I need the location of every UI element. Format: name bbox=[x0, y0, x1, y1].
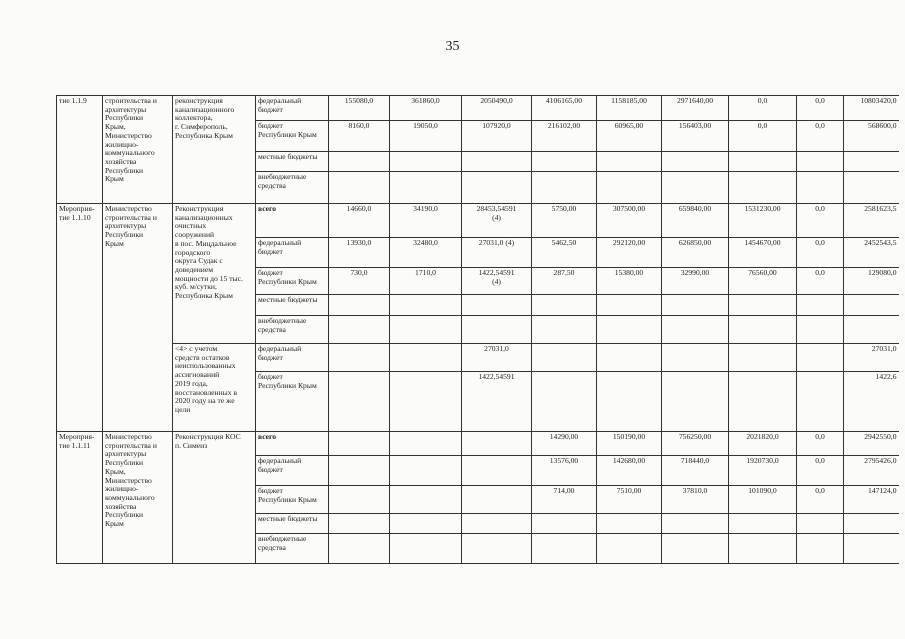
value-cell: 101090,0 bbox=[729, 486, 797, 514]
value-cell bbox=[662, 316, 729, 344]
value-cell: 1454670,00 bbox=[729, 238, 797, 268]
value-cell bbox=[797, 172, 844, 204]
value-cell bbox=[844, 172, 899, 204]
budget-type: федеральный бюджет bbox=[256, 456, 329, 486]
value-cell bbox=[532, 295, 597, 316]
value-cell: 2795426,0 bbox=[844, 456, 899, 486]
value-cell: 13930,0 bbox=[329, 238, 390, 268]
value-cell bbox=[729, 344, 797, 372]
value-cell bbox=[390, 372, 462, 432]
value-cell bbox=[797, 344, 844, 372]
table-row bbox=[57, 432, 899, 456]
value-cell bbox=[597, 295, 662, 316]
value-cell bbox=[797, 514, 844, 534]
budget-type: местные бюджеты bbox=[256, 295, 329, 316]
value-cell bbox=[390, 456, 462, 486]
value-cell bbox=[597, 316, 662, 344]
value-cell bbox=[844, 152, 899, 172]
value-cell bbox=[844, 514, 899, 534]
value-cell: 756250,00 bbox=[662, 432, 729, 456]
value-cell bbox=[729, 172, 797, 204]
value-cell bbox=[329, 152, 390, 172]
object-cell: Реконструкция канализационных очистных сооружений в пос. Мицдальное городского округа Судак с доведением мощности до 15 тыс. куб. м/сутки, Республика Крым bbox=[173, 204, 256, 344]
value-cell: 14290,00 bbox=[532, 432, 597, 456]
value-cell bbox=[329, 432, 390, 456]
value-cell bbox=[329, 534, 390, 564]
value-cell: 1531230,00 bbox=[729, 204, 797, 238]
value-cell: 0,0 bbox=[797, 238, 844, 268]
budget-type: бюджет Республики Крым bbox=[256, 121, 329, 152]
value-cell: 142680,00 bbox=[597, 456, 662, 486]
value-cell bbox=[329, 514, 390, 534]
value-cell bbox=[329, 295, 390, 316]
value-cell: 714,00 bbox=[532, 486, 597, 514]
value-cell bbox=[597, 344, 662, 372]
value-cell bbox=[532, 316, 597, 344]
value-cell: 2942550,0 bbox=[844, 432, 899, 456]
measure-code: тие 1.1.9 bbox=[57, 96, 103, 204]
value-cell: 659840,00 bbox=[662, 204, 729, 238]
value-cell: 107920,0 bbox=[462, 121, 532, 152]
value-cell: 0,0 bbox=[797, 204, 844, 238]
value-cell: 1422,6 bbox=[844, 372, 899, 432]
value-cell: 2050490,0 bbox=[462, 96, 532, 121]
value-cell: 0,0 bbox=[797, 96, 844, 121]
value-cell: 626850,00 bbox=[662, 238, 729, 268]
value-cell: 0,0 bbox=[797, 432, 844, 456]
page-number: 35 bbox=[445, 39, 460, 54]
value-cell bbox=[329, 486, 390, 514]
value-cell: 1710,0 bbox=[390, 268, 462, 295]
executor-cell: Министерство строительства и архитектуры Республики Крым, Министерство жилищно- коммунального хозяйства Республики Крым bbox=[103, 432, 173, 564]
value-cell bbox=[462, 316, 532, 344]
value-cell: 2452543,5 bbox=[844, 238, 899, 268]
value-cell: 1920730,0 bbox=[729, 456, 797, 486]
value-cell: 37810,0 bbox=[662, 486, 729, 514]
value-cell bbox=[462, 514, 532, 534]
value-cell: 4106165,00 bbox=[532, 96, 597, 121]
value-cell bbox=[390, 344, 462, 372]
value-cell: 28453,54591 (4) bbox=[462, 204, 532, 238]
value-cell bbox=[597, 534, 662, 564]
value-cell bbox=[390, 432, 462, 456]
value-cell bbox=[729, 514, 797, 534]
value-cell bbox=[662, 534, 729, 564]
value-cell: 32990,00 bbox=[662, 268, 729, 295]
value-cell: 60965,00 bbox=[597, 121, 662, 152]
value-cell: 1422,54591 (4) bbox=[462, 268, 532, 295]
budget-type: бюджет Республики Крым bbox=[256, 486, 329, 514]
value-cell bbox=[532, 344, 597, 372]
budget-type: всего bbox=[256, 204, 329, 238]
value-cell: 14660,0 bbox=[329, 204, 390, 238]
value-cell: 10803420,0 bbox=[844, 96, 899, 121]
value-cell bbox=[844, 534, 899, 564]
value-cell bbox=[390, 534, 462, 564]
value-cell bbox=[462, 456, 532, 486]
value-cell: 147124,0 bbox=[844, 486, 899, 514]
value-cell: 287,50 bbox=[532, 268, 597, 295]
measure-code: Мероприя- тие 1.1.10 bbox=[57, 204, 103, 432]
value-cell: 0,0 bbox=[797, 121, 844, 152]
table-row bbox=[57, 204, 899, 238]
budget-type: местные бюджеты bbox=[256, 514, 329, 534]
value-cell bbox=[797, 316, 844, 344]
object-cell: Реконструкция КОС п. Симеиз bbox=[173, 432, 256, 564]
budget-type: бюджет Республики Крым bbox=[256, 268, 329, 295]
budget-type: внебюджетные средства bbox=[256, 316, 329, 344]
budget-type: федеральный бюджет bbox=[256, 96, 329, 121]
value-cell: 27031,0 (4) bbox=[462, 238, 532, 268]
value-cell: 1158185,00 bbox=[597, 96, 662, 121]
value-cell bbox=[797, 295, 844, 316]
value-cell bbox=[329, 372, 390, 432]
value-cell bbox=[729, 372, 797, 432]
budget-table bbox=[56, 95, 899, 564]
value-cell bbox=[597, 372, 662, 432]
measure-code: Мероприя- тие 1.1.11 bbox=[57, 432, 103, 564]
value-cell bbox=[729, 534, 797, 564]
value-cell: 129080,0 bbox=[844, 268, 899, 295]
value-cell bbox=[797, 372, 844, 432]
value-cell bbox=[462, 432, 532, 456]
budget-type: всего bbox=[256, 432, 329, 456]
value-cell bbox=[462, 172, 532, 204]
value-cell bbox=[390, 514, 462, 534]
value-cell bbox=[532, 152, 597, 172]
value-cell bbox=[532, 534, 597, 564]
value-cell bbox=[844, 295, 899, 316]
value-cell bbox=[532, 514, 597, 534]
value-cell bbox=[390, 172, 462, 204]
value-cell bbox=[729, 316, 797, 344]
value-cell: 0,0 bbox=[797, 486, 844, 514]
value-cell: 216102,00 bbox=[532, 121, 597, 152]
value-cell: 568600,0 bbox=[844, 121, 899, 152]
value-cell bbox=[662, 295, 729, 316]
value-cell: 2581623,5 bbox=[844, 204, 899, 238]
value-cell bbox=[462, 534, 532, 564]
value-cell: 13576,00 bbox=[532, 456, 597, 486]
value-cell bbox=[844, 316, 899, 344]
value-cell bbox=[329, 456, 390, 486]
value-cell bbox=[797, 534, 844, 564]
value-cell bbox=[662, 344, 729, 372]
value-cell bbox=[390, 295, 462, 316]
value-cell bbox=[462, 486, 532, 514]
value-cell: 34190,0 bbox=[390, 204, 462, 238]
value-cell bbox=[462, 295, 532, 316]
table-row bbox=[57, 96, 899, 121]
value-cell: 1422,54591 bbox=[462, 372, 532, 432]
value-cell: 2971640,00 bbox=[662, 96, 729, 121]
value-cell bbox=[390, 152, 462, 172]
value-cell bbox=[597, 152, 662, 172]
value-cell: 0,0 bbox=[797, 456, 844, 486]
value-cell: 32480,0 bbox=[390, 238, 462, 268]
value-cell: 361860,0 bbox=[390, 96, 462, 121]
value-cell: 0,0 bbox=[729, 96, 797, 121]
value-cell: 27031,0 bbox=[462, 344, 532, 372]
budget-type: местные бюджеты bbox=[256, 152, 329, 172]
value-cell: 5462,50 bbox=[532, 238, 597, 268]
value-cell: 7510,00 bbox=[597, 486, 662, 514]
value-cell bbox=[597, 172, 662, 204]
budget-type: бюджет Республики Крым bbox=[256, 372, 329, 432]
object-cell: реконструкция канализационного коллектора, г. Симферополь, Республика Крым bbox=[173, 96, 256, 204]
budget-type: федеральный бюджет bbox=[256, 344, 329, 372]
value-cell: 307500,00 bbox=[597, 204, 662, 238]
value-cell bbox=[390, 486, 462, 514]
value-cell bbox=[329, 316, 390, 344]
value-cell bbox=[729, 152, 797, 172]
value-cell: 292120,00 bbox=[597, 238, 662, 268]
value-cell bbox=[797, 152, 844, 172]
value-cell: 155080,0 bbox=[329, 96, 390, 121]
value-cell bbox=[462, 152, 532, 172]
value-cell bbox=[532, 372, 597, 432]
executor-cell: Министерство строительства и архитектуры Республики Крым bbox=[103, 204, 173, 432]
value-cell: 8160,0 bbox=[329, 121, 390, 152]
value-cell bbox=[662, 372, 729, 432]
value-cell bbox=[729, 295, 797, 316]
value-cell: 156403,00 bbox=[662, 121, 729, 152]
value-cell bbox=[390, 316, 462, 344]
value-cell: 27031,0 bbox=[844, 344, 899, 372]
footnote-cell: <4> с учетом средств остатков неиспользованных ассигнований 2019 года, восстановленных в 2020 году на те же цели bbox=[173, 344, 256, 432]
value-cell: 0,0 bbox=[797, 268, 844, 295]
value-cell: 730,0 bbox=[329, 268, 390, 295]
value-cell: 15380,00 bbox=[597, 268, 662, 295]
value-cell bbox=[597, 514, 662, 534]
value-cell bbox=[662, 172, 729, 204]
value-cell: 19050,0 bbox=[390, 121, 462, 152]
executor-cell: строительства и архитектуры Республики Крым, Министерство жилищно- коммунального хозяйства Республики Крым bbox=[103, 96, 173, 204]
value-cell: 0,0 bbox=[729, 121, 797, 152]
value-cell bbox=[662, 514, 729, 534]
value-cell: 76560,00 bbox=[729, 268, 797, 295]
value-cell bbox=[329, 172, 390, 204]
value-cell bbox=[532, 172, 597, 204]
budget-type: федеральный бюджет bbox=[256, 238, 329, 268]
table-row bbox=[57, 344, 899, 372]
value-cell bbox=[662, 152, 729, 172]
budget-type: внебюджетные средства bbox=[256, 534, 329, 564]
value-cell: 150190,00 bbox=[597, 432, 662, 456]
value-cell: 718440,0 bbox=[662, 456, 729, 486]
value-cell: 2021820,0 bbox=[729, 432, 797, 456]
value-cell: 5750,00 bbox=[532, 204, 597, 238]
budget-type: внебюджетные средства bbox=[256, 172, 329, 204]
value-cell bbox=[329, 344, 390, 372]
